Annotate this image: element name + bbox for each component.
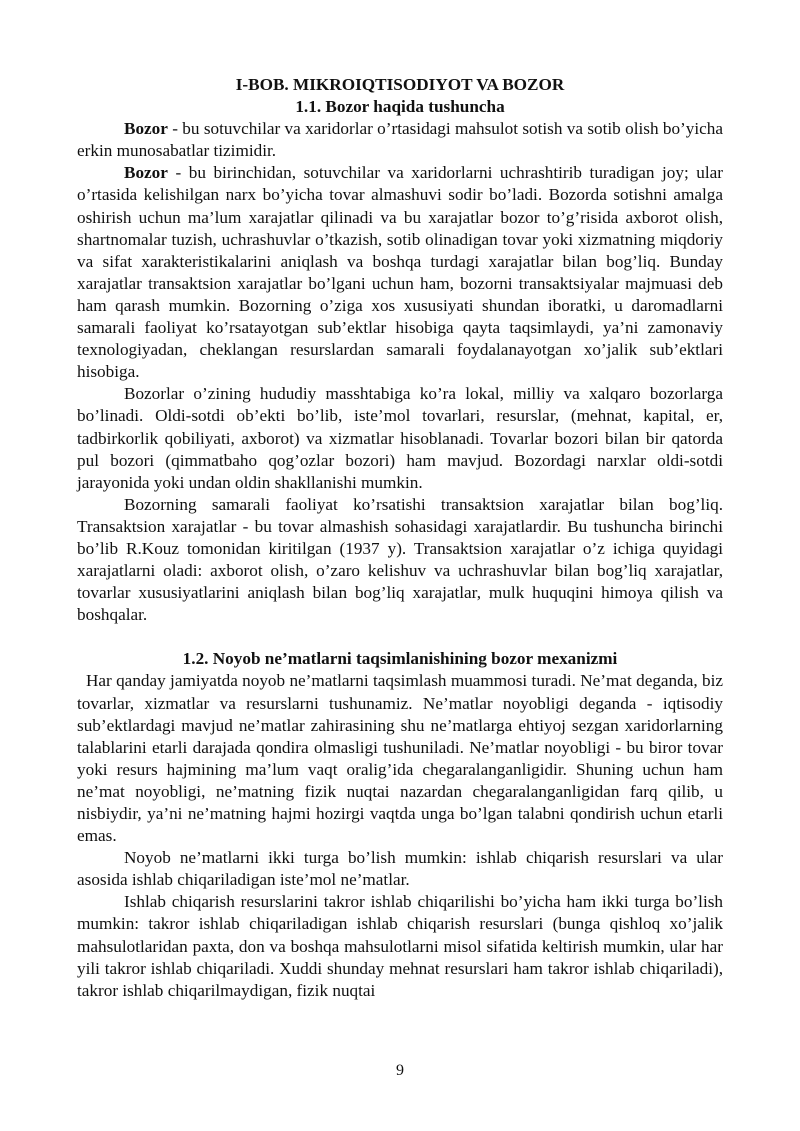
paragraph-text: - bu sotuvchilar va xaridorlar o’rtasidagi mahsulot sotish va sotib olish bo’yicha erkin munosabatlar tizimidir. <box>77 119 723 161</box>
term-bozor: Bozor <box>124 163 168 183</box>
paragraph-text: - bu birinchidan, sotuvchilar va xaridorlarni uchrashtirib turadigan joy; ular o’rtasida kelishilgan narx bo’yicha tovar almashuvi sodir bo’ladi. Bozorda sotishni amalga oshirish uchun ma’lum xarajatlar qilinadi va bu xarajatlar bozor to’g’risida axborot olish, shartnomalar tuzish, uchrashuvlar o’tkazish, sotib olinadigan tovar yoki xizmatning miqdoriy va sifat xarakteristikalarini aniqlash va boshqa turdagi xarajatlar bilan bog’liq. Bunday xarajatlar transaktsion xarajatlar bo’lgani uchun ham, bozorni transaktsiyalar majmuasi deb ham qarash mumkin. Bozorning o’ziga xos xususiyati shundan iboratki, u daromadlarni samarali faoliyat ko’rsatayotgan sub’ektlar hisobiga qayta taqsimlaydi, ya’ni zamonaviy texnologiyadan, cheklangan resurslardan samarali foydalanayotgan xo’jalik sub’ektlari hisobiga. <box>77 163 723 382</box>
paragraph-goods-types: Noyob ne’matlarni ikki turga bo’lish mumkin: ishlab chiqarish resurslari va ular asosida ishlab chiqariladigan iste’mol ne’matlar. <box>77 848 723 890</box>
page-content <box>77 74 723 1002</box>
page-number: 9 <box>396 1062 404 1079</box>
paragraph-bozor-detail <box>77 162 723 383</box>
chapter-title: I-BOB. MIKROIQTISODIYOT VA BOZOR <box>235 75 565 94</box>
paragraph-bozor-definition <box>77 118 723 162</box>
term-bozor: Bozor <box>124 119 168 139</box>
paragraph-resources: Ishlab chiqarish resurslarini takror ishlab chiqarilishi bo’yicha ham ikki turga bo’lish mumkin: takror ishlab chiqariladigan ishlab chiqarish resurslari (bunga qishloq xo’jalik mahsulotlaridan paxta, don va boshqa mahsulotlarni misol sifatida keltirish mumkin, ular har yili takror ishlab chiqariladi. Xuddi shunday mehnat resurslari ham takror ishlab chiqariladi), takror ishlab chiqarilmaydigan, fizik nuqtai <box>77 892 723 1000</box>
section-title-1-1: 1.1. Bozor haqida tushuncha <box>295 97 505 117</box>
section-title-1-2: 1.2. Noyob ne’matlarni taqsimlanishining bozor mexanizmi <box>182 649 618 669</box>
paragraph-transaction-costs: Bozorning samarali faoliyat ko’rsatishi transaktsion xarajatlar bilan bog’liq. Transaktsion xarajatlar - bu tovar almashish sohasidagi xarajatlardir. Bu tushuncha birinchi bo’lib R.Kouz tomonidan kiritilgan (1937 y). Transaktsion xarajatlar o’z ichiga quyidagi xarajatlarni oladi: axborot olish, o’zaro kelishuv va uchrashuvlar bilan bog’liq xarajatlar, tovarlar xususiyatlarini aniqlash bilan bog’liq xarajatlar, mulk huquqini himoya qilish va boshqalar. <box>77 494 723 625</box>
paragraph-market-types: Bozorlar o’zining hududiy masshtabiga ko’ra lokal, milliy va xalqaro bozorlarga bo’linadi. Oldi-sotdi ob’ekti bo’lib, iste’mol tovarlari, resurslar, (mehnat, kapital, er, tadbirkorlik qobiliyati, axborot) va xizmatlar hisoblanadi. Tovarlar bozori bilan bir qatorda pul bozori (qimmatbaho qog’ozlar bozori) ham mavjud. Bozordagi narxlar oldi-sotdi jarayonida yoki undan oldin shakllanishi mumkin. <box>77 384 723 492</box>
paragraph-scarce-goods: Har qanday jamiyatda noyob ne’matlarni taqsimlash muammosi turadi. Ne’mat deganda, biz tovarlar, xizmatlar va resurslarni tushunamiz. Ne’matlar noyobligi deganda - iqtisodiy sub’ektlardagi mavjud ne’matlar zahirasining shu ne’matlarga ehtiyoj sezgan xaridorlarning talablarini etarli darajada qondira olmasligi tushuniladi. Ne’matlar noyobligi - bu biror tovar yoki resurs hajmining ma’lum vaqt oralig’ida chegaralanganligidir. Shuning uchun ham ne’mat noyobligi, ne’matning fizik nuqtai nazardan chegaralanganligidan farq qilib, u nisbiydir, ya’ni ne’matning hajmi hozirgi vaqtda unga bo’lgan talabni qondirish uchun etarli emas. <box>77 671 723 846</box>
